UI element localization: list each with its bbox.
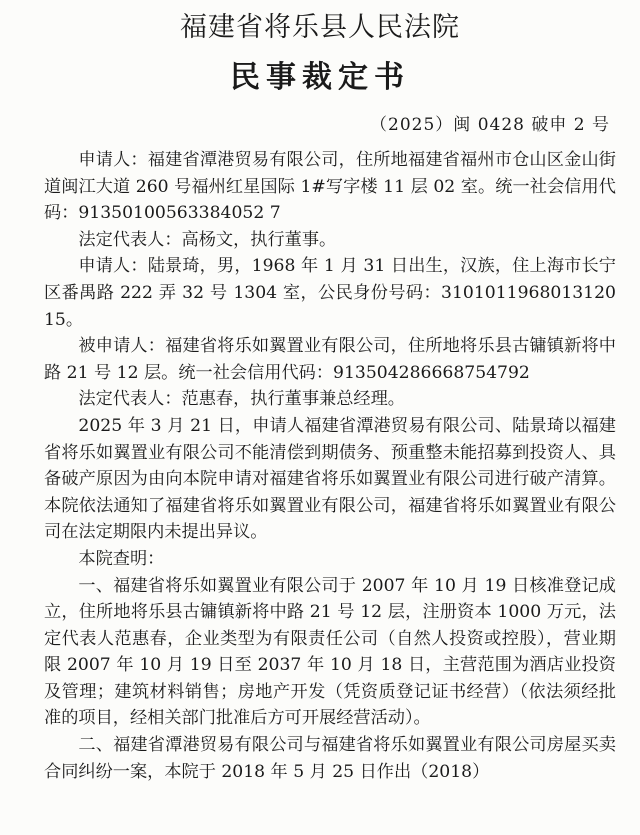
paragraph-finding-1: 一、福建省将乐如翼置业有限公司于 2007 年 10 月 19 日核准登记成立，住所地将乐县古镛镇新将中路 21 号 12 层，注册资本 1000 万元，法定代表人范惠春，企业类型为有限责任公司（自然人投资或控股），营业期限 2007 年 10 月 19 日至 2037 年 10 月 18 日，主营范围为酒店业投资及管理；建筑材料销售；房地产开发（凭资质登记证书经营）（依法须经批准的项目，经相关部门批准后方可开展经营活动）。	[44, 575, 616, 729]
case-number: （2025）闽 0428 破申 2 号	[370, 115, 610, 135]
paragraph-legal-rep-2: 法定代表人：范惠春，执行董事兼总经理。	[78, 389, 405, 410]
paragraph-finding-2: 二、福建省潭港贸易有限公司与福建省将乐如翼置业有限公司房屋买卖合同纠纷一案，本院于 2018 年 5 月 25 日作出（2018）	[44, 735, 616, 782]
document-type-title: 民事裁定书	[230, 60, 410, 95]
paragraph-legal-rep-1: 法定代表人：高杨文，执行董事。	[78, 229, 337, 250]
paragraph-findings-heading: 本院查明：	[78, 548, 165, 569]
document-body	[44, 147, 616, 785]
paragraph-respondent: 被申请人：福建省将乐如翼置业有限公司，住所地将乐县古镛镇新将中路 21 号 12 层。统一社会信用代码：913504286668754792	[44, 336, 616, 383]
paragraph-applicant-2: 申请人：陆景琦，男，1968 年 1 月 31 日出生，汉族，住上海市长宁区番禺路 222 弄 32 号 1304 室，公民身份号码：310101196801312015。	[44, 256, 616, 330]
paragraph-applicant-1: 申请人：福建省潭港贸易有限公司，住所地福建省福州市仓山区金山街道闽江大道 260 号福州红星国际 1#写字楼 11 层 02 室。统一社会信用代码：91350100563384052 7	[44, 150, 616, 224]
paragraph-application: 2025 年 3 月 21 日，申请人福建省潭港贸易有限公司、陆景琦以福建省将乐如翼置业有限公司不能清偿到期债务、预重整未能招募到投资人、具备破产原因为由向本院申请对福建省将乐如翼置业有限公司进行破产清算。本院依法通知了福建省将乐如翼置业有限公司，福建省将乐如翼置业有限公司在法定期限内未提出异议。	[44, 415, 616, 543]
court-name: 福建省将乐县人民法院	[180, 12, 460, 43]
